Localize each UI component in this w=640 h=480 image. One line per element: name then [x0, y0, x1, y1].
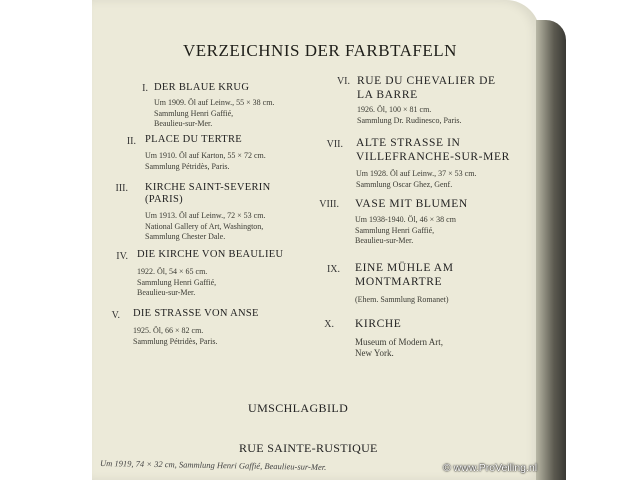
entry-description: Um 1910. Öl auf Karton, 55 × 72 cm. Sammlung Pétridès, Paris.: [145, 151, 266, 171]
page-heading: VERZEICHNIS DER FARBTAFELN: [183, 41, 457, 60]
entry-number: V.: [111, 310, 120, 321]
entry-title: VASE MIT BLUMEN: [355, 198, 468, 210]
entry-description: 1925. Öl, 66 × 82 cm. Sammlung Pétridès, Paris.: [133, 326, 218, 346]
entry-title: PLACE DU TERTRE: [145, 134, 243, 145]
entry-title: DIE KIRCHE VON BEAULIEU: [137, 249, 284, 260]
entry-number: VIII.: [319, 199, 339, 210]
entry-number: I.: [142, 83, 148, 94]
entry-title: DER BLAUE KRUG: [154, 82, 250, 93]
entry-title: ALTE STRASSE IN VILLEFRANCHE-SUR-MER: [356, 137, 510, 163]
entry-description: (Ehem. Sammlung Romanet): [355, 295, 449, 304]
entry-number: VI.: [336, 76, 350, 87]
entry-description: Um 1938-1940. Öl, 46 × 38 cm Sammlung Henri Gaffié, Beaulieu-sur-Mer.: [355, 215, 456, 245]
entry-description: 1922. Öl, 54 × 65 cm. Sammlung Henri Gaffié, Beaulieu-sur-Mer.: [137, 267, 217, 297]
entry-description: 1926. Öl, 100 × 81 cm. Sammlung Dr. Rudinesco, Paris.: [357, 105, 462, 125]
entry-title: RUE DU CHEVALIER DE LA BARRE: [357, 75, 496, 101]
entry-title: KIRCHE: [355, 318, 402, 330]
book-page-edge: [536, 20, 566, 480]
watermark: © www.ProVeiling.nl: [443, 462, 538, 474]
entry-title: EINE MÜHLE AM MONTMARTRE: [355, 262, 454, 288]
entry-description: Um 1909. Öl auf Leinw., 55 × 38 cm. Sammlung Henri Gaffié, Beaulieu-sur-Mer.: [154, 98, 275, 128]
entry-description: Um 1913. Öl auf Leinw., 72 × 53 cm. National Gallery of Art, Washington, Sammlung Chester Dale.: [145, 211, 266, 241]
entry-number: X.: [324, 319, 334, 330]
entry-number: II.: [126, 136, 136, 147]
entry-description: Um 1928. Öl auf Leinw., 37 × 53 cm. Sammlung Oscar Ghez, Genf.: [356, 169, 477, 189]
cover-label: UMSCHLAGBILD: [248, 401, 349, 415]
entry-number: IV.: [116, 251, 128, 262]
entry-description: Museum of Modern Art, New York.: [355, 337, 443, 358]
cover-detail: Um 1919, 74 × 32 cm, Sammlung Henri Gaffié, Beaulieu-sur-Mer.: [99, 458, 327, 472]
entry-number: IX.: [326, 264, 340, 275]
cover-title: RUE SAINTE-RUSTIQUE: [239, 441, 378, 455]
entry-title: KIRCHE SAINT-SEVERIN (PARIS): [145, 182, 271, 205]
entry-number: III.: [115, 183, 128, 194]
entry-number: VII.: [326, 139, 343, 150]
entry-title: DIE STRASSE VON ANSE: [133, 308, 259, 319]
